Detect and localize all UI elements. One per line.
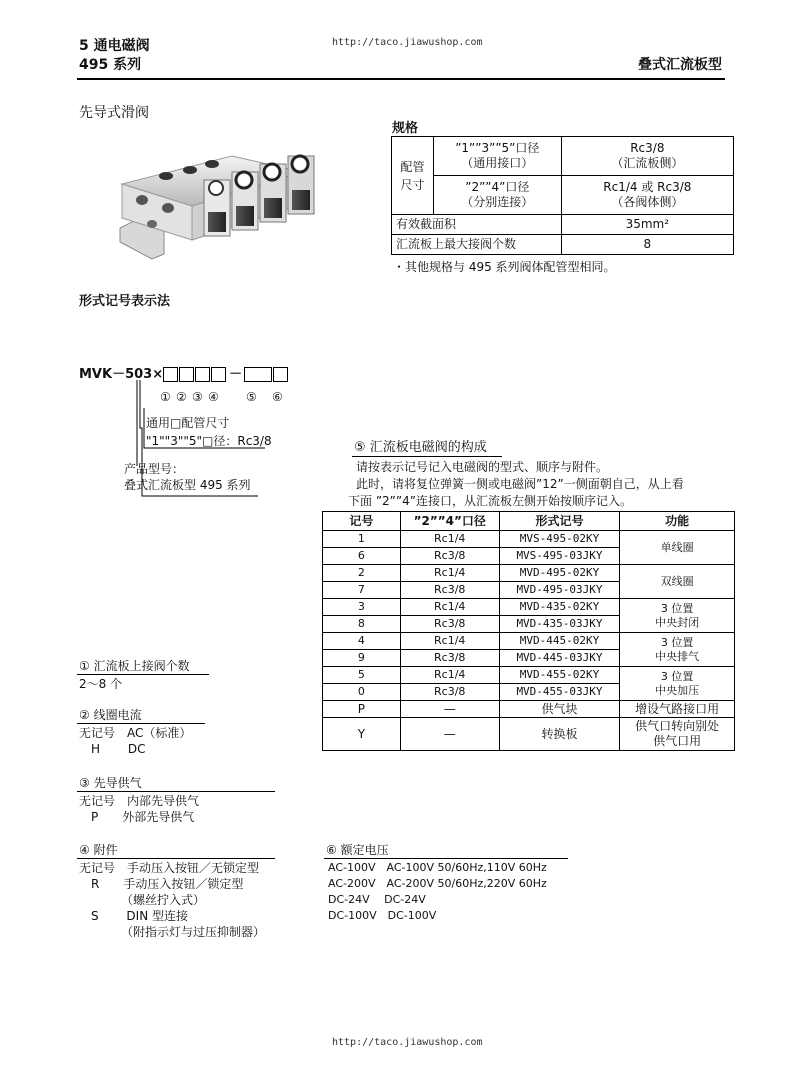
section6-line2: AC-200V AC-200V 50/60Hz,220V 60Hz — [328, 877, 547, 890]
cell-model: MVD-455-02KY — [499, 667, 620, 684]
section3-line1: 无记号 内部先导供气 — [79, 794, 200, 808]
spec-pipe-size-label: 配管尺寸 — [400, 159, 425, 192]
table-row — [323, 531, 735, 548]
model-code-dash: － — [229, 367, 243, 382]
section5-title: ⑤ 汇流板电磁阀的构成 — [354, 440, 487, 455]
section3-underline — [77, 791, 275, 792]
solenoid-table-header — [323, 512, 735, 531]
cell-code: Y — [323, 718, 401, 751]
footer-url: http://taco.jiawushop.com — [332, 1037, 483, 1048]
model-code-title: 形式记号表示法 — [79, 294, 171, 309]
valve-photo-image — [112, 142, 332, 260]
cell-code: 2 — [323, 565, 401, 582]
header-right-title: 叠式汇流板型 — [638, 57, 722, 73]
cell-code: 8 — [323, 616, 401, 633]
section2-line2: H DC — [79, 742, 146, 756]
col-code-header: 记号 — [323, 512, 401, 531]
section4-line1: 无记号 手动压入按钮／无锁定型 — [79, 861, 260, 875]
table-row — [323, 718, 735, 751]
section1-text: 2～8 个 — [79, 677, 123, 691]
spec-table — [391, 136, 734, 255]
header-url: http://taco.jiawushop.com — [332, 37, 483, 48]
cell-code: 1 — [323, 531, 401, 548]
cell-port: Rc1/4 — [400, 667, 499, 684]
col-port-header: ”2””4”口径 — [400, 512, 499, 531]
spec-max-valves-value: 8 — [561, 235, 733, 255]
cell-function: 单线圈 — [620, 531, 735, 565]
cell-model: MVD-495-02KY — [499, 565, 620, 582]
section2-line1: 无记号 AC（标准） — [79, 726, 192, 740]
spec-note: ・其他规格与 495 系列阀体配管型相同。 — [393, 260, 616, 274]
cell-model: MVD-455-03JKY — [499, 684, 620, 701]
section5-desc1: 请按表示记号记入电磁阀的型式、顺序与附件。 — [356, 460, 609, 474]
subtitle: 先导式滑阀 — [79, 105, 149, 121]
cell-port: Rc1/4 — [400, 565, 499, 582]
section4-title: ④ 附件 — [79, 843, 118, 857]
section1-underline — [77, 674, 209, 675]
section2-title: ② 线圈电流 — [79, 708, 142, 722]
section6-underline — [324, 858, 568, 859]
cell-code: 7 — [323, 582, 401, 599]
spec-port24-value: Rc1/4 或 Rc3/8 （各阀体侧） — [561, 176, 733, 215]
spec-effective-area-value: 35mm² — [561, 215, 733, 235]
cell-port: Rc3/8 — [400, 548, 499, 565]
col-function-header: 功能 — [620, 512, 735, 531]
spec-port135-value: Rc3/8 （汇流板侧） — [561, 137, 733, 176]
section3-line2: P 外部先导供气 — [79, 810, 195, 824]
cell-code: 6 — [323, 548, 401, 565]
cell-port: Rc1/4 — [400, 633, 499, 650]
cell-model: MVS-495-02KY — [499, 531, 620, 548]
col-model-header: 形式记号 — [499, 512, 620, 531]
header-rule — [77, 78, 725, 80]
cell-model: MVD-435-02KY — [499, 599, 620, 616]
section4-line4: S DIN 型连接 — [79, 909, 189, 923]
section6-line3: DC-24V DC-24V — [328, 893, 426, 906]
cell-model: 转换板 — [499, 718, 620, 751]
spec-max-valves-label: 汇流板上最大接阀个数 — [392, 235, 562, 255]
cell-function: 3 位置 中央排气 — [620, 633, 735, 667]
section1-title: ① 汇流板上接阀个数 — [79, 659, 190, 673]
section3-title: ③ 先导供气 — [79, 776, 142, 790]
cell-function: 3 位置 中央封闭 — [620, 599, 735, 633]
marker-2: ② — [176, 390, 187, 404]
common-port-label: 通用□配管尺寸 — [146, 416, 230, 430]
section6-line4: DC-100V DC-100V — [328, 909, 437, 922]
cell-function: 增设气路接口用 — [620, 701, 735, 718]
section4-line5: （附指示灯与过压抑制器） — [79, 925, 266, 939]
cell-code: 9 — [323, 650, 401, 667]
cell-function: 3 位置 中央加压 — [620, 667, 735, 701]
section4-line2: R 手动压入按钮／锁定型 — [79, 877, 244, 891]
cell-port: Rc3/8 — [400, 616, 499, 633]
product-value: 叠式汇流板型 495 系列 — [124, 478, 251, 492]
cell-model: MVD-445-03JKY — [499, 650, 620, 667]
cell-port: Rc3/8 — [400, 582, 499, 599]
common-port-value: "1""3""5"□径：Rc3/8 — [146, 434, 272, 448]
table-row — [323, 565, 735, 582]
cell-code: 3 — [323, 599, 401, 616]
table-row — [323, 633, 735, 650]
cell-port: Rc1/4 — [400, 599, 499, 616]
spec-pipe-size-header — [392, 137, 434, 215]
solenoid-table — [322, 511, 735, 751]
spec-effective-area-label: 有效截面积 — [392, 215, 562, 235]
table-row — [323, 667, 735, 684]
cell-code: 5 — [323, 667, 401, 684]
cell-model: MVS-495-03JKY — [499, 548, 620, 565]
marker-1: ① — [160, 390, 171, 404]
marker-5: ⑤ — [246, 390, 257, 404]
marker-4: ④ — [208, 390, 219, 404]
spec-title: 规格 — [392, 121, 419, 136]
cell-function: 双线圈 — [620, 565, 735, 599]
section6-title: ⑥ 额定电压 — [326, 843, 389, 857]
cell-port: Rc1/4 — [400, 531, 499, 548]
cell-model: 供气块 — [499, 701, 620, 718]
cell-function: 供气口转向别处 供气口用 — [620, 718, 735, 751]
cell-port: — — [400, 718, 499, 751]
cell-model: MVD-495-03JKY — [499, 582, 620, 599]
doc-title-line2: 495 系列 — [79, 57, 142, 73]
section5-title-underline — [352, 456, 502, 457]
cell-code: 4 — [323, 633, 401, 650]
spec-port24-label: ”2””4”口径 （分别连接） — [433, 176, 561, 215]
product-label: 产品型号： — [124, 462, 185, 476]
model-code-prefix: MVK－503× — [79, 367, 164, 382]
spec-port135-label: ”1””3””5”口径 （通用接口） — [433, 137, 561, 176]
marker-6: ⑥ — [272, 390, 283, 404]
section6-line1: AC-100V AC-100V 50/60Hz,110V 60Hz — [328, 861, 547, 874]
cell-code: 0 — [323, 684, 401, 701]
cell-port: Rc3/8 — [400, 684, 499, 701]
cell-model: MVD-435-03JKY — [499, 616, 620, 633]
cell-model: MVD-445-02KY — [499, 633, 620, 650]
table-row — [323, 701, 735, 718]
marker-3: ③ — [192, 390, 203, 404]
section5-desc2: 此时，请将复位弹簧一侧或电磁阀”12”一侧面朝自己，从上看 — [356, 477, 684, 491]
section2-underline — [77, 723, 205, 724]
cell-port: Rc3/8 — [400, 650, 499, 667]
section5-desc3: 下面 ”2””4”连接口，从汇流板左侧开始按顺序记入。 — [348, 494, 632, 508]
section4-line3: （螺丝拧入式） — [79, 893, 206, 907]
doc-title-line1: 5 通电磁阀 — [79, 38, 150, 54]
cell-code: P — [323, 701, 401, 718]
section4-underline — [77, 858, 275, 859]
cell-port: — — [400, 701, 499, 718]
table-row — [323, 599, 735, 616]
